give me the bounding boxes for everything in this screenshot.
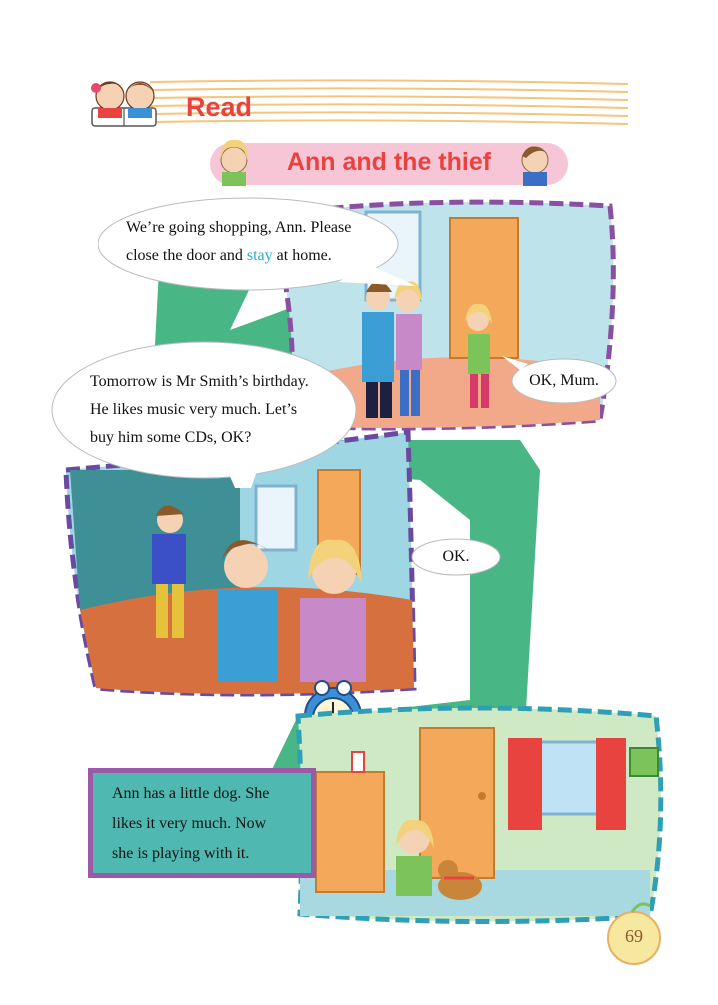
- girl-face-icon: [220, 140, 248, 186]
- bubble-dad-text: [90, 368, 352, 452]
- story-title: Ann and the thief: [286, 148, 492, 176]
- section-label: Read: [186, 92, 253, 122]
- bubble-mum-line-2-start: close the door and: [126, 247, 247, 264]
- caption-text: [112, 779, 312, 869]
- bubble-mum-line-2: [126, 242, 396, 270]
- bubble-mum-text: [126, 214, 396, 270]
- bubble-mum-line-2-end: at home.: [272, 247, 332, 264]
- bubble-dad-line-3: buy him some CDs, OK?: [90, 429, 252, 446]
- bubble-mum-line-1: We’re going shopping, Ann. Please: [126, 219, 352, 236]
- bubble-dad-line-1: Tomorrow is Mr Smith’s birthday.: [90, 373, 309, 390]
- bubble-ann-text: OK, Mum.: [529, 372, 599, 389]
- bubble-mum-reply-text: OK.: [442, 548, 470, 565]
- highlighted-word-stay: stay: [246, 247, 273, 264]
- caption-line-2: likes it very much. Now: [112, 815, 267, 832]
- panel-3-scene: [298, 708, 661, 922]
- caption-line-1: Ann has a little dog. She: [112, 785, 270, 802]
- caption-line-3: she is playing with it.: [112, 845, 250, 862]
- page-number: 69: [625, 926, 643, 946]
- bubble-dad-line-2: He likes music very much. Let’s: [90, 401, 298, 418]
- reading-children-icon: [91, 82, 156, 126]
